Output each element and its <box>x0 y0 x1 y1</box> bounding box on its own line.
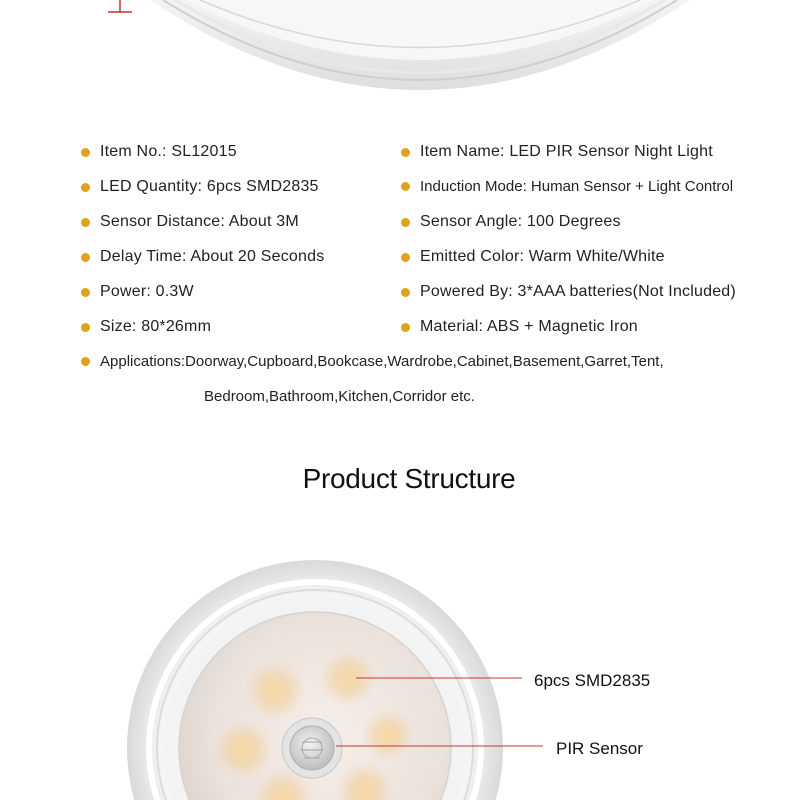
spec-applications <box>81 353 664 370</box>
spec-text: Power: 0.3W <box>100 283 194 300</box>
spec-material <box>401 318 638 336</box>
spec-text: Applications:Doorway,Cupboard,Bookcase,Wardrobe,Cabinet,Basement,Garret,Tent, <box>100 353 664 370</box>
bullet-icon <box>401 218 410 227</box>
bullet-icon <box>401 148 410 157</box>
spec-induction-mode <box>401 178 733 195</box>
spec-text: Emitted Color: Warm White/White <box>420 248 665 265</box>
spec-delay-time <box>81 248 324 266</box>
bullet-icon <box>401 288 410 297</box>
dimension-marker <box>108 0 132 12</box>
spec-text: LED Quantity: 6pcs SMD2835 <box>100 178 319 195</box>
bullet-icon <box>81 323 90 332</box>
bullet-icon <box>81 183 90 192</box>
spec-text: Item Name: LED PIR Sensor Night Light <box>420 143 713 160</box>
product-image-top <box>0 0 790 130</box>
spec-text: Sensor Distance: About 3M <box>100 213 299 230</box>
bullet-icon <box>81 288 90 297</box>
bullet-icon <box>81 148 90 157</box>
bullet-icon <box>401 323 410 332</box>
spec-text: Sensor Angle: 100 Degrees <box>420 213 621 230</box>
spec-sensor-distance <box>81 213 299 231</box>
spec-power <box>81 283 194 301</box>
spec-item-no <box>81 143 237 161</box>
callout-leds: 6pcs SMD2835 <box>534 671 651 690</box>
pir-sensor <box>282 718 342 778</box>
spec-text: Material: ABS + Magnetic Iron <box>420 318 638 335</box>
spec-emitted-color <box>401 248 665 266</box>
bullet-icon <box>81 218 90 227</box>
bullet-icon <box>81 357 90 366</box>
bullet-icon <box>401 182 410 191</box>
bullet-icon <box>401 253 410 262</box>
spec-powered-by <box>401 283 736 301</box>
spec-size <box>81 318 211 336</box>
spec-sensor-angle <box>401 213 621 231</box>
section-title: Product Structure <box>302 463 516 494</box>
spec-text: Delay Time: About 20 Seconds <box>100 248 325 265</box>
product-structure-image <box>0 520 790 800</box>
spec-text: Induction Mode: Human Sensor + Light Control <box>420 178 734 195</box>
spec-text: Size: 80*26mm <box>100 318 212 335</box>
spec-item-name <box>401 143 713 161</box>
bullet-icon <box>81 253 90 262</box>
spec-led-quantity <box>81 178 319 196</box>
spec-text: Item No.: SL12015 <box>100 143 237 160</box>
spec-text: Powered By: 3*AAA batteries(Not Included) <box>420 283 736 300</box>
callout-pir-sensor: PIR Sensor <box>556 739 643 758</box>
spec-applications-continued: Bedroom,Bathroom,Kitchen,Corridor etc. <box>204 388 475 405</box>
